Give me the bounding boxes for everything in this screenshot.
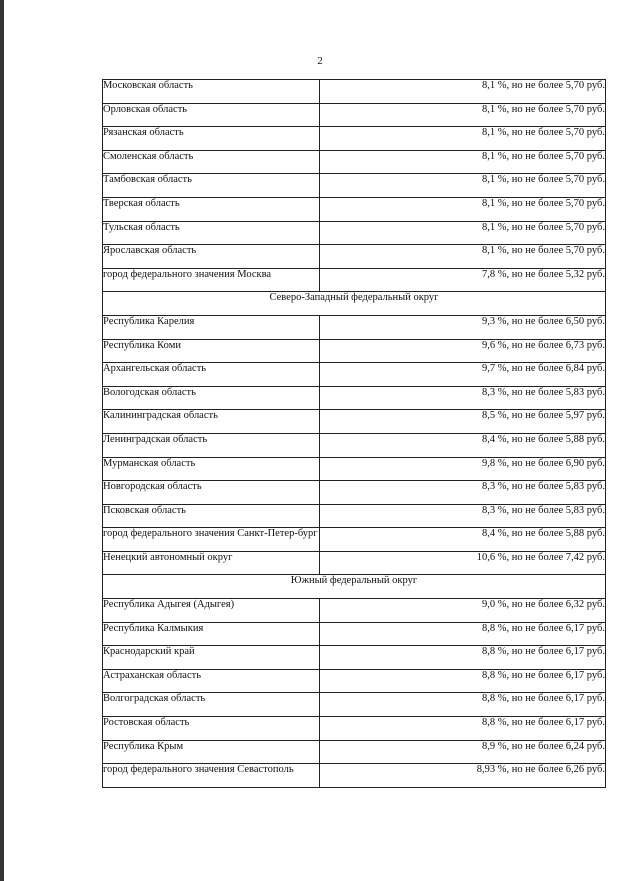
- rate-value: 8,1 %, но не более 5,70 руб.: [320, 245, 606, 269]
- table-row: [103, 551, 606, 575]
- table-row: [103, 245, 606, 269]
- page-number: 2: [317, 55, 323, 67]
- region-name: город федерального значения Москва: [103, 268, 320, 292]
- rate-value: 8,8 %, но не более 6,17 руб.: [320, 646, 606, 670]
- table-row: [103, 268, 606, 292]
- table-row: [103, 457, 606, 481]
- district-name: Южный федеральный округ: [103, 575, 606, 599]
- table-row: [103, 740, 606, 764]
- rate-value: 8,3 %, но не более 5,83 руб.: [320, 386, 606, 410]
- region-name: Тверская область: [103, 197, 320, 221]
- table-row: [103, 80, 606, 104]
- rate-value: 8,93 %, но не более 6,26 руб.: [320, 764, 606, 788]
- region-name: Калининградская область: [103, 410, 320, 434]
- region-name: Мурманская область: [103, 457, 320, 481]
- region-name: Республика Коми: [103, 339, 320, 363]
- region-name: Псковская область: [103, 504, 320, 528]
- region-name: Ярославская область: [103, 245, 320, 269]
- region-name: Московская область: [103, 80, 320, 104]
- table-row: [103, 764, 606, 788]
- region-name: Республика Адыгея (Адыгея): [103, 599, 320, 623]
- rate-value: 9,7 %, но не более 6,84 руб.: [320, 363, 606, 387]
- table-row: [103, 693, 606, 717]
- rate-value: 8,1 %, но не более 5,70 руб.: [320, 150, 606, 174]
- region-name: Тамбовская область: [103, 174, 320, 198]
- rate-value: 9,3 %, но не более 6,50 руб.: [320, 315, 606, 339]
- region-name: Республика Карелия: [103, 315, 320, 339]
- rate-value: 8,9 %, но не более 6,24 руб.: [320, 740, 606, 764]
- table-row: [103, 433, 606, 457]
- rate-value: 8,1 %, но не более 5,70 руб.: [320, 197, 606, 221]
- rate-value: 9,6 %, но не более 6,73 руб.: [320, 339, 606, 363]
- region-name: Астраханская область: [103, 669, 320, 693]
- table-row: [103, 386, 606, 410]
- rate-value: 8,4 %, но не более 5,88 руб.: [320, 433, 606, 457]
- table-row: [103, 528, 606, 552]
- region-name: Ленинградская область: [103, 433, 320, 457]
- rate-value: 10,6 %, но не более 7,42 руб.: [320, 551, 606, 575]
- rates-table-body: [103, 80, 606, 788]
- region-name: Республика Калмыкия: [103, 622, 320, 646]
- rate-value: 9,0 %, но не более 6,32 руб.: [320, 599, 606, 623]
- table-row: [103, 150, 606, 174]
- region-name: Архангельская область: [103, 363, 320, 387]
- table-row: [103, 127, 606, 151]
- table-row: [103, 622, 606, 646]
- table-row: [103, 339, 606, 363]
- rate-value: 8,4 %, но не более 5,88 руб.: [320, 528, 606, 552]
- table-row: [103, 174, 606, 198]
- region-name: Новгородская область: [103, 481, 320, 505]
- table-row: [103, 363, 606, 387]
- rate-value: 8,8 %, но не более 6,17 руб.: [320, 693, 606, 717]
- rate-value: 8,8 %, но не более 6,17 руб.: [320, 717, 606, 741]
- rate-value: 8,1 %, но не более 5,70 руб.: [320, 221, 606, 245]
- rate-value: 8,3 %, но не более 5,83 руб.: [320, 481, 606, 505]
- district-name: Северо-Западный федеральный округ: [103, 292, 606, 316]
- table-row: [103, 481, 606, 505]
- rate-value: 8,1 %, но не более 5,70 руб.: [320, 103, 606, 127]
- region-name: Краснодарский край: [103, 646, 320, 670]
- region-name: Ненецкий автономный округ: [103, 551, 320, 575]
- rate-value: 8,5 %, но не более 5,97 руб.: [320, 410, 606, 434]
- table-row: [103, 315, 606, 339]
- table-row: [103, 504, 606, 528]
- rate-value: 7,8 %, но не более 5,32 руб.: [320, 268, 606, 292]
- scan-edge: [0, 0, 4, 881]
- table-row: [103, 197, 606, 221]
- table-row: [103, 410, 606, 434]
- rate-value: 8,1 %, но не более 5,70 руб.: [320, 80, 606, 104]
- rates-table: [102, 79, 606, 788]
- region-name: город федерального значения Санкт-Петер-бург: [103, 528, 320, 552]
- region-name: город федерального значения Севастополь: [103, 764, 320, 788]
- region-name: Орловская область: [103, 103, 320, 127]
- region-name: Тульская область: [103, 221, 320, 245]
- region-name: Рязанская область: [103, 127, 320, 151]
- table-row: [103, 669, 606, 693]
- rate-value: 9,8 %, но не более 6,90 руб.: [320, 457, 606, 481]
- table-row: [103, 646, 606, 670]
- region-name: Вологодская область: [103, 386, 320, 410]
- rate-value: 8,1 %, но не более 5,70 руб.: [320, 174, 606, 198]
- region-name: Волгоградская область: [103, 693, 320, 717]
- district-header-row: [103, 575, 606, 599]
- region-name: Республика Крым: [103, 740, 320, 764]
- rate-value: 8,1 %, но не более 5,70 руб.: [320, 127, 606, 151]
- table-row: [103, 599, 606, 623]
- region-name: Смоленская область: [103, 150, 320, 174]
- rate-value: 8,8 %, но не более 6,17 руб.: [320, 622, 606, 646]
- region-name: Ростовская область: [103, 717, 320, 741]
- rate-value: 8,3 %, но не более 5,83 руб.: [320, 504, 606, 528]
- district-header-row: [103, 292, 606, 316]
- table-row: [103, 717, 606, 741]
- table-row: [103, 221, 606, 245]
- table-row: [103, 103, 606, 127]
- rate-value: 8,8 %, но не более 6,17 руб.: [320, 669, 606, 693]
